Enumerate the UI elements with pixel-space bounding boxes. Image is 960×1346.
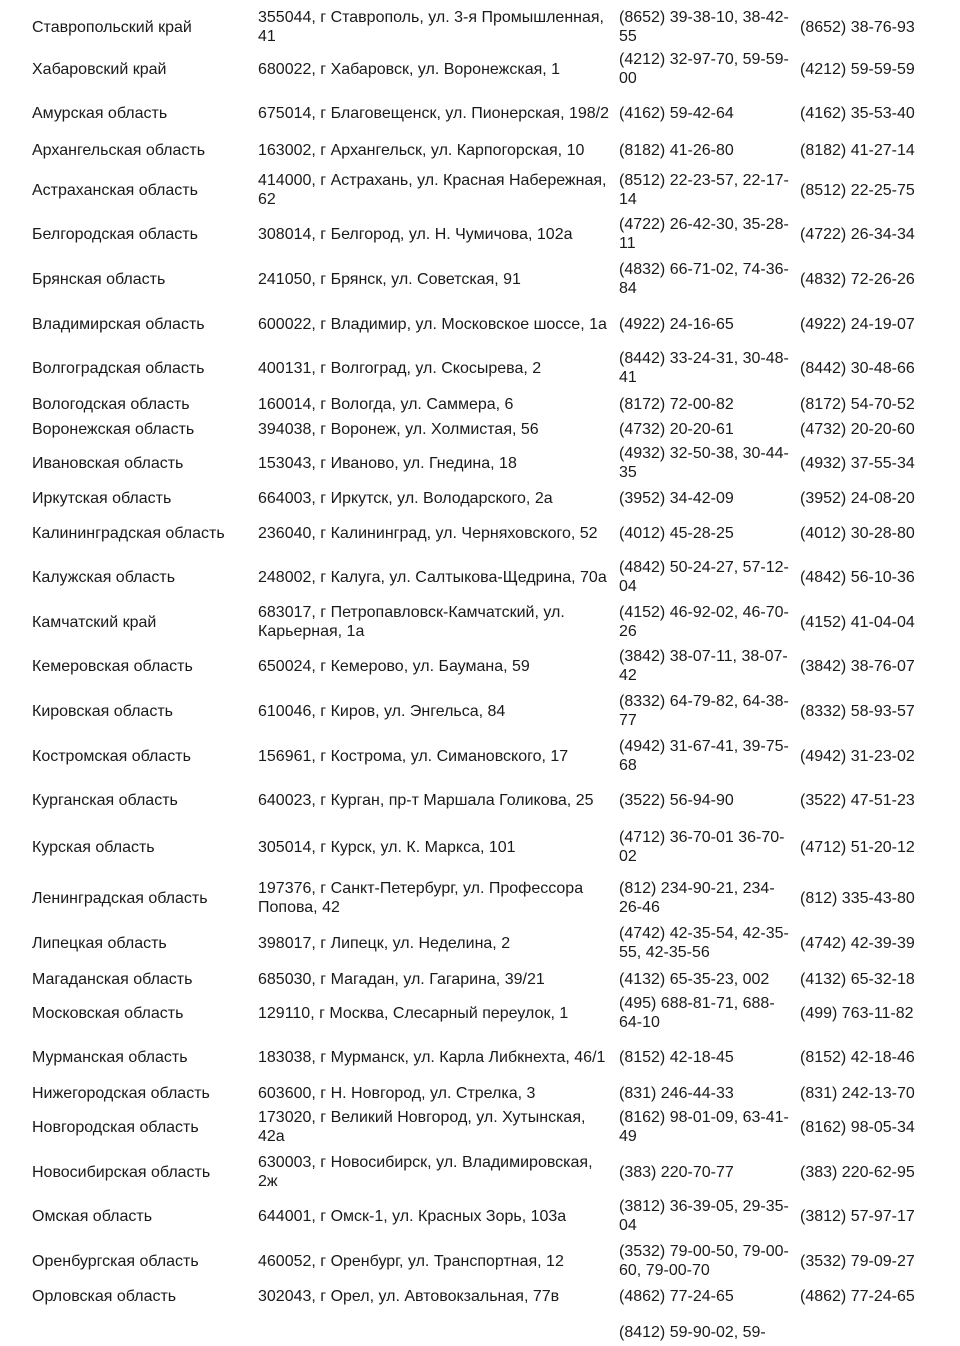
region-cell: Воронежская область [32,420,195,438]
table-row [0,1241,960,1281]
region-cell: Калужская область [32,568,176,586]
fax-cell: (4162) 35-53-40 [800,104,915,122]
table-row [0,393,960,415]
phone-cell: (8512) 22-23-57, 22-17-14 [619,172,789,208]
region-cell: Ставропольский край [32,18,192,36]
address-cell: 394038, г Воронеж, ул. Холмистая, 56 [258,420,539,438]
region-cell: Владимирская область [32,315,205,333]
address-cell: 630003, г Новосибирск, ул. Владимировская, 2ж [258,1154,593,1190]
fax-cell: (8182) 41-27-14 [800,141,915,159]
region-cell: Магаданская область [32,970,193,988]
fax-cell: (383) 220-62-95 [800,1163,915,1181]
fax-cell: (4132) 65-32-18 [800,970,915,988]
fax-cell: (4152) 41-04-04 [800,613,915,631]
fax-cell: (499) 763-11-82 [800,1004,914,1022]
fax-cell: (4012) 30-28-80 [800,524,915,542]
table-row [0,646,960,686]
fax-cell: (4712) 51-20-12 [800,838,915,856]
address-cell: 460052, г Оренбург, ул. Транспортная, 12 [258,1252,564,1270]
table-row [0,418,960,440]
address-cell: 680022, г Хабаровск, ул. Воронежская, 1 [258,60,561,78]
phone-cell: (3522) 56-94-90 [619,791,734,809]
phone-cell: (8172) 72-00-82 [619,395,734,413]
phone-cell: (3842) 38-07-11, 38-07-42 [619,648,788,684]
address-cell: 173020, г Великий Новгород, ул. Хутынская, 42а [258,1109,586,1145]
region-cell: Камчатский край [32,613,157,631]
fax-cell: (8652) 38-76-93 [800,18,915,36]
phone-cell: (3532) 79-00-50, 79-00-60, 79-00-70 [619,1243,789,1279]
address-cell: 248002, г Калуга, ул. Салтыкова-Щедрина, 70а [258,568,607,586]
phone-cell: (4922) 24-16-65 [619,315,734,333]
region-cell: Иркутская область [32,489,172,507]
table-row [0,602,960,642]
address-cell: 414000, г Астрахань, ул. Красная Набережная, 62 [258,172,607,208]
table-row [0,1037,960,1077]
region-cell: Волгоградская область [32,359,205,377]
phone-cell: (4162) 59-42-64 [619,104,734,122]
phone-cell: (3812) 36-39-05, 29-35-04 [619,1198,789,1234]
region-cell: Московская область [32,1004,184,1022]
table-row [0,214,960,254]
phone-cell: (8412) 59-90-02, 59- [619,1323,766,1341]
phone-cell: (3952) 34-42-09 [619,489,734,507]
region-cell: Кировская область [32,702,173,720]
address-cell: 197376, г Санкт-Петербург, ул. Профессора Попова, 42 [258,880,584,916]
phone-cell: (4012) 45-28-25 [619,524,734,542]
phone-cell: (4732) 20-20-61 [619,420,734,438]
table-row [0,557,960,597]
region-cell: Ленинградская область [32,889,208,907]
address-cell: 183038, г Мурманск, ул. Карла Либкнехта, 46/1 [258,1048,606,1066]
table-row [0,443,960,483]
address-cell: 153043, г Иваново, ул. Гнедина, 18 [258,454,517,472]
table-row [0,304,960,344]
fax-cell: (4942) 31-23-02 [800,747,915,765]
fax-cell: (3532) 79-09-27 [800,1252,915,1270]
table-row [0,1082,960,1104]
phone-cell: (4132) 65-35-23, 002 [619,970,770,988]
table-row [0,780,960,820]
fax-cell: (8512) 22-25-75 [800,181,915,199]
address-cell: 241050, г Брянск, ул. Советская, 91 [258,270,521,288]
table-row [0,993,960,1033]
address-cell: 675014, г Благовещенск, ул. Пионерская, 198/2 [258,104,610,122]
region-cell: Брянская область [32,270,166,288]
fax-cell: (3842) 38-76-07 [800,657,915,675]
fax-cell: (4722) 26-34-34 [800,225,915,243]
region-cell: Новгородская область [32,1118,199,1136]
table-row [0,50,960,88]
fax-cell: (8442) 30-48-66 [800,359,915,377]
address-cell: 683017, г Петропавловск-Камчатский, ул. Карьерная, 1а [258,604,565,640]
phone-cell: (495) 688-81-71, 688-64-10 [619,995,775,1031]
region-cell: Нижегородская область [32,1084,210,1102]
table-row [0,968,960,990]
table-row [0,170,960,210]
address-cell [258,1318,614,1346]
region-cell [32,1318,254,1346]
fax-cell: (4742) 42-39-39 [800,934,915,952]
address-cell: 664003, г Иркутск, ул. Володарского, 2а [258,489,553,507]
address-cell: 236040, г Калининград, ул. Черняховского, 52 [258,524,598,542]
region-cell: Ивановская область [32,454,184,472]
table-row [0,487,960,509]
address-cell: 302043, г Орел, ул. Автовокзальная, 77в [258,1287,560,1305]
address-cell: 644001, г Омск-1, ул. Красных Зорь, 103а [258,1207,567,1225]
address-cell: 650024, г Кемерово, ул. Баумана, 59 [258,657,530,675]
region-cell: Курская область [32,838,155,856]
address-cell: 129110, г Москва, Слесарный переулок, 1 [258,1004,569,1022]
address-cell: 163002, г Архангельск, ул. Карпогорская, 10 [258,141,585,159]
table-row [0,923,960,963]
table-row [0,1152,960,1192]
address-cell: 398017, г Липецк, ул. Неделина, 2 [258,934,511,952]
table-row [0,8,960,46]
region-cell: Новосибирская область [32,1163,211,1181]
region-cell: Белгородская область [32,225,198,243]
table-row [0,93,960,133]
region-cell: Курганская область [32,791,178,809]
phone-cell: (8652) 39-38-10, 38-42-55 [619,9,789,45]
address-cell: 156961, г Кострома, ул. Симановского, 17 [258,747,569,765]
fax-cell: (8172) 54-70-52 [800,395,915,413]
address-cell: 355044, г Ставрополь, ул. 3-я Промышленная, 41 [258,9,604,45]
address-cell: 600022, г Владимир, ул. Московское шоссе, 1а [258,315,607,333]
region-cell: Липецкая область [32,934,167,952]
phone-cell: (4842) 50-24-27, 57-12-04 [619,559,789,595]
address-cell: 308014, г Белгород, ул. Н. Чумичова, 102а [258,225,573,243]
address-cell: 305014, г Курск, ул. К. Маркса, 101 [258,838,516,856]
table-row [0,1107,960,1147]
phone-cell: (8162) 98-01-09, 63-41-49 [619,1109,789,1145]
phone-cell: (831) 246-44-33 [619,1084,734,1102]
phone-cell: (4932) 32-50-38, 30-44-35 [619,445,789,481]
fax-cell: (8162) 98-05-34 [800,1118,915,1136]
phone-cell: (8182) 41-26-80 [619,141,734,159]
fax-cell: (812) 335-43-80 [800,889,915,907]
address-cell: 640023, г Курган, пр-т Маршала Голикова, 25 [258,791,594,809]
fax-cell: (4842) 56-10-36 [800,568,915,586]
phone-cell: (4742) 42-35-54, 42-35-55, 42-35-56 [619,925,789,961]
fax-cell: (4862) 77-24-65 [800,1287,915,1305]
fax-cell: (3952) 24-08-20 [800,489,915,507]
region-cell: Омская область [32,1207,153,1225]
region-cell: Калининградская область [32,524,225,542]
phone-cell: (4712) 36-70-01 36-70-02 [619,829,785,865]
phone-cell: (383) 220-70-77 [619,1163,734,1181]
fax-cell: (8152) 42-18-46 [800,1048,915,1066]
table-row [0,1285,960,1307]
phone-cell: (8152) 42-18-45 [619,1048,734,1066]
table-row [0,513,960,553]
region-cell: Оренбургская область [32,1252,199,1270]
phone-cell: (4942) 31-67-41, 39-75-68 [619,738,789,774]
table-row [0,348,960,388]
fax-cell: (4832) 72-26-26 [800,270,915,288]
fax-cell: (4922) 24-19-07 [800,315,915,333]
address-cell: 610046, г Киров, ул. Энгельса, 84 [258,702,506,720]
table-row [0,139,960,161]
phone-cell: (4862) 77-24-65 [619,1287,734,1305]
region-cell: Хабаровский край [32,60,167,78]
fax-cell: (4732) 20-20-60 [800,420,915,438]
region-cell: Амурская область [32,104,168,122]
fax-cell: (3812) 57-97-17 [800,1207,915,1225]
fax-cell: (4212) 59-59-59 [800,60,915,78]
region-cell: Кемеровская область [32,657,193,675]
phone-cell: (8332) 64-79-82, 64-38-77 [619,693,789,729]
address-cell: 400131, г Волгоград, ул. Скосырева, 2 [258,359,542,377]
fax-cell [800,1318,955,1346]
region-cell: Астраханская область [32,181,198,199]
fax-cell: (3522) 47-51-23 [800,791,915,809]
phone-cell: (4212) 32-97-70, 59-59-00 [619,51,789,87]
table-row [0,1196,960,1236]
address-cell: 685030, г Магадан, ул. Гагарина, 39/21 [258,970,545,988]
table-row [0,736,960,776]
fax-cell: (8332) 58-93-57 [800,702,915,720]
table-row [0,691,960,731]
phone-cell: (812) 234-90-21, 234-26-46 [619,880,775,916]
region-cell: Вологодская область [32,395,190,413]
phone-cell: (4832) 66-71-02, 74-36-84 [619,261,789,297]
address-cell: 160014, г Вологда, ул. Саммера, 6 [258,395,514,413]
region-cell: Костромская область [32,747,191,765]
table-row [0,878,960,918]
region-cell: Архангельская область [32,141,206,159]
region-cell: Орловская область [32,1287,177,1305]
phone-cell: (8442) 33-24-31, 30-48-41 [619,350,789,386]
table-row [0,827,960,867]
region-cell: Мурманская область [32,1048,188,1066]
address-cell: 603600, г Н. Новгород, ул. Стрелка, 3 [258,1084,536,1102]
fax-cell: (4932) 37-55-34 [800,454,915,472]
fax-cell: (831) 242-13-70 [800,1084,915,1102]
table-row [0,259,960,299]
phone-cell: (4722) 26-42-30, 35-28-11 [619,216,789,252]
phone-cell: (4152) 46-92-02, 46-70-26 [619,604,789,640]
table-row [0,1318,960,1346]
